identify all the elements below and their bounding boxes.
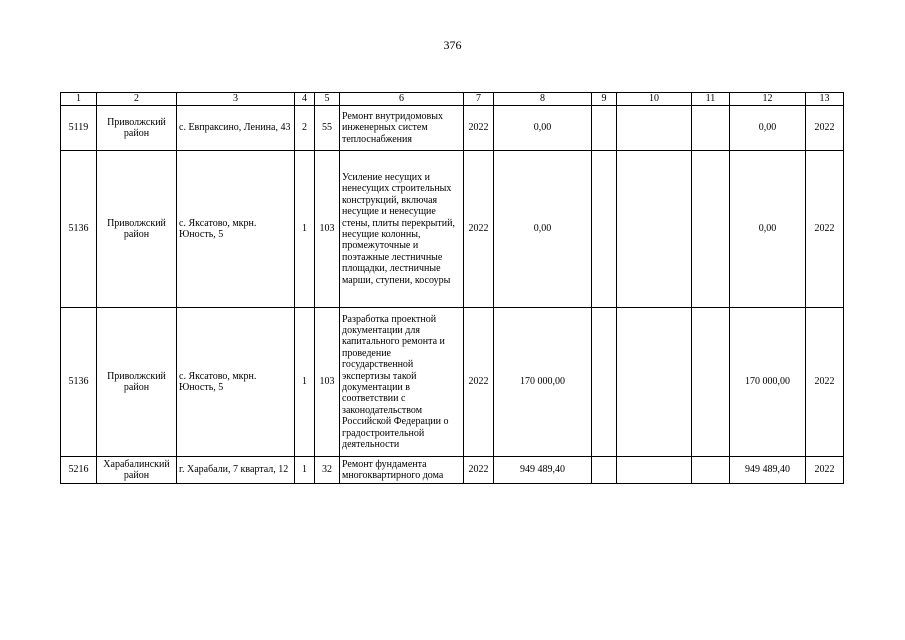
amount-col8: 0,00 — [494, 151, 592, 308]
col5-value: 32 — [315, 457, 340, 484]
column-header: 8 — [494, 93, 592, 106]
district: Приволжский район — [97, 308, 177, 457]
column-header: 13 — [806, 93, 844, 106]
column-header: 2 — [97, 93, 177, 106]
work-type: Усиление несущих и ненесущих строительных конструкций, включая несущие и ненесущие стены, плиты перекрытий, несущие колонны, промежуточные и поэтажные лестничные площадки, лестничные марши, ступени, косоуры — [340, 151, 464, 308]
address: с. Яксатово, мкрн. Юность, 5 — [177, 151, 295, 308]
amount-col9 — [592, 457, 617, 484]
table-row — [61, 308, 844, 457]
amount-col8: 949 489,40 — [494, 457, 592, 484]
completion-year: 2022 — [806, 308, 844, 457]
column-header: 1 — [61, 93, 97, 106]
amount-col8: 0,00 — [494, 106, 592, 151]
year: 2022 — [464, 308, 494, 457]
col4-value: 1 — [295, 308, 315, 457]
work-type: Ремонт фундамента многоквартирного дома — [340, 457, 464, 484]
table-row — [61, 151, 844, 308]
completion-year: 2022 — [806, 151, 844, 308]
column-header: 12 — [730, 93, 806, 106]
page-number: 376 — [443, 38, 462, 52]
amount-col11 — [692, 106, 730, 151]
amount-col10 — [617, 106, 692, 151]
table-row — [61, 457, 844, 484]
col4-value: 1 — [295, 151, 315, 308]
amount-col9 — [592, 308, 617, 457]
amount-col12: 0,00 — [730, 151, 806, 308]
row-id: 5119 — [61, 106, 97, 151]
amount-col9 — [592, 151, 617, 308]
column-number-row — [61, 93, 844, 106]
address: с. Евпраксино, Ленина, 43 — [177, 106, 295, 151]
amount-col9 — [592, 106, 617, 151]
district: Приволжский район — [97, 151, 177, 308]
col4-value: 1 — [295, 457, 315, 484]
year: 2022 — [464, 151, 494, 308]
table-row — [61, 106, 844, 151]
amount-col10 — [617, 457, 692, 484]
amount-col12: 0,00 — [730, 106, 806, 151]
column-header: 4 — [295, 93, 315, 106]
amount-col8: 170 000,00 — [494, 308, 592, 457]
column-header: 5 — [315, 93, 340, 106]
work-type: Разработка проектной документации для капитального ремонта и проведение государственной экспертизы такой документации в соответствии с законодательством Российской Федерации о градостроительной деятельности — [340, 308, 464, 457]
completion-year: 2022 — [806, 106, 844, 151]
row-id: 5216 — [61, 457, 97, 484]
amount-col12: 170 000,00 — [730, 308, 806, 457]
amount-col11 — [692, 457, 730, 484]
amount-col12: 949 489,40 — [730, 457, 806, 484]
address: с. Яксатово, мкрн. Юность, 5 — [177, 308, 295, 457]
col5-value: 103 — [315, 308, 340, 457]
amount-col10 — [617, 151, 692, 308]
district: Харабалинский район — [97, 457, 177, 484]
row-id: 5136 — [61, 151, 97, 308]
amount-col11 — [692, 151, 730, 308]
amount-col10 — [617, 308, 692, 457]
column-header: 10 — [617, 93, 692, 106]
year: 2022 — [464, 106, 494, 151]
year: 2022 — [464, 457, 494, 484]
row-id: 5136 — [61, 308, 97, 457]
column-header: 11 — [692, 93, 730, 106]
column-header: 3 — [177, 93, 295, 106]
work-type: Ремонт внутридомовых инженерных систем теплоснабжения — [340, 106, 464, 151]
district: Приволжский район — [97, 106, 177, 151]
column-header: 9 — [592, 93, 617, 106]
col5-value: 55 — [315, 106, 340, 151]
column-header: 7 — [464, 93, 494, 106]
amount-col11 — [692, 308, 730, 457]
register-table — [60, 92, 844, 484]
col5-value: 103 — [315, 151, 340, 308]
col4-value: 2 — [295, 106, 315, 151]
address: г. Харабали, 7 квартал, 12 — [177, 457, 295, 484]
column-header: 6 — [340, 93, 464, 106]
completion-year: 2022 — [806, 457, 844, 484]
